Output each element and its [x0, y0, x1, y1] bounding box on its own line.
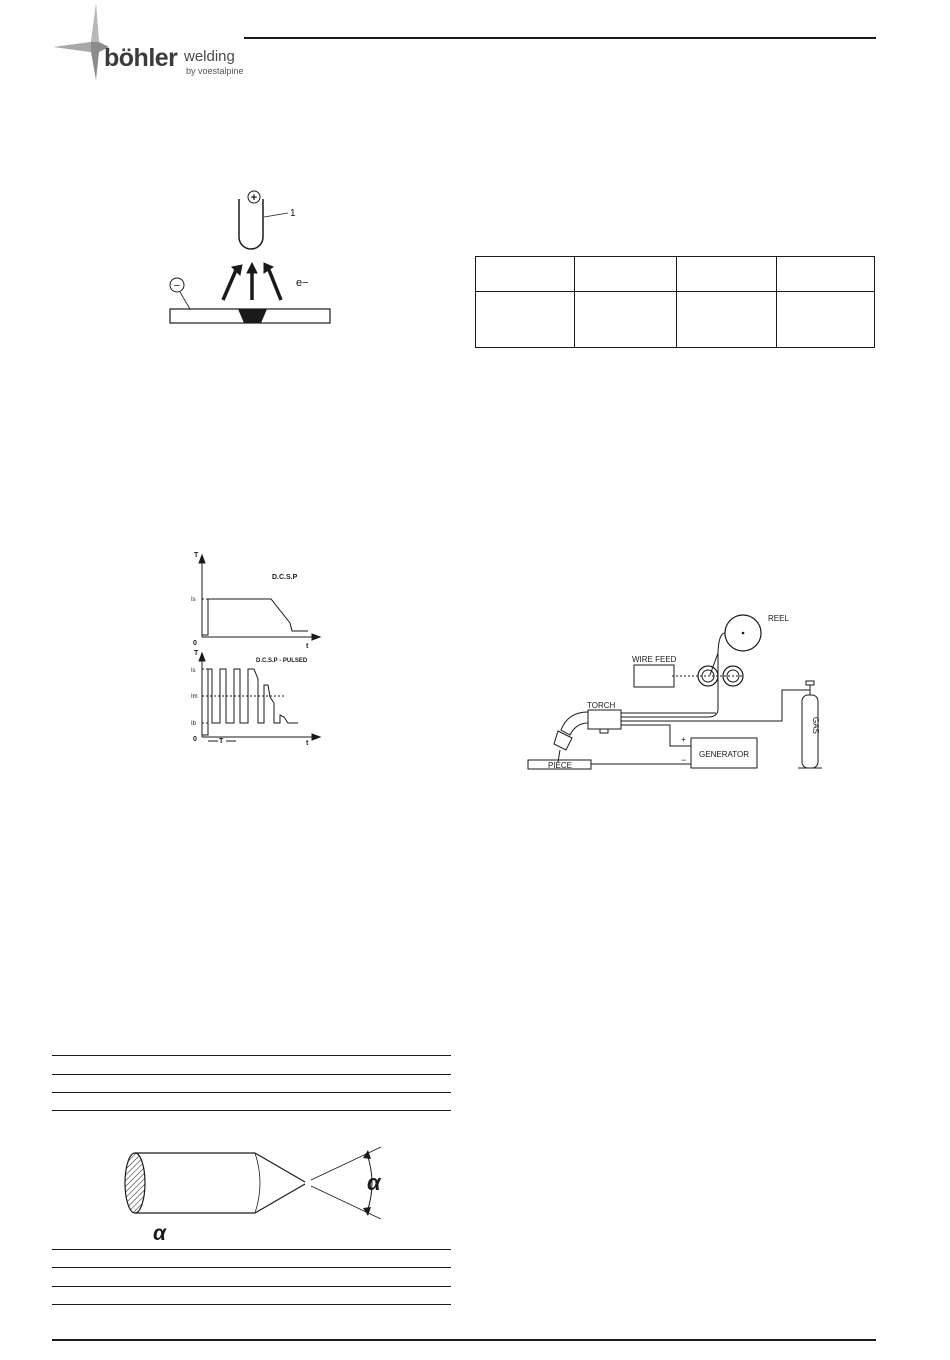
- logo-star-icon: [52, 2, 112, 82]
- table-rule: [52, 1092, 451, 1093]
- table-cell: [777, 257, 875, 292]
- plus-label: +: [681, 735, 686, 744]
- ib-label: Ib: [191, 721, 197, 727]
- table-rule: [52, 1286, 451, 1287]
- dcsp-pulsed-title: D.C.S.P - PULSED: [256, 658, 308, 664]
- electron-flow-arrows: [223, 263, 281, 300]
- polarity-figure: [160, 185, 340, 330]
- brand-welding: welding: [184, 48, 235, 65]
- im-label: Im: [191, 694, 198, 700]
- axis-x-bottom: t: [306, 740, 309, 747]
- table-cell: [476, 257, 575, 292]
- table-rule: [52, 1110, 451, 1111]
- dcsp-title: D.C.S.P: [272, 574, 298, 581]
- gas-label: GAS: [811, 717, 820, 734]
- header-rule: [244, 37, 876, 39]
- is-label-top: Is: [191, 597, 196, 603]
- electrode-end-face: [125, 1153, 145, 1213]
- angle-caption: α: [153, 1222, 167, 1245]
- table-rule: [52, 1074, 451, 1075]
- table-rule: [52, 1055, 451, 1056]
- reel-label: REEL: [768, 614, 789, 623]
- generator-label: GENERATOR: [699, 750, 749, 759]
- dcsp-graph: [199, 555, 320, 640]
- table-rule: [52, 1249, 451, 1250]
- origin-top: 0: [193, 640, 197, 647]
- torch-label: TORCH: [587, 701, 616, 710]
- torch-body: [588, 710, 621, 729]
- is-label-bottom: Is: [191, 668, 196, 674]
- dcsp-pulsed-graph: [199, 653, 320, 741]
- minus-sign: −: [173, 280, 181, 292]
- table-cell: [777, 292, 875, 348]
- welding-setup-figure: [520, 595, 830, 780]
- electrode-tip-figure: [115, 1140, 395, 1225]
- wire-feed-box: [634, 665, 674, 687]
- table-rule: [52, 1267, 451, 1268]
- table-cell: [677, 292, 777, 348]
- angle-alpha-symbol: α: [367, 1170, 381, 1195]
- origin-bottom: 0: [193, 736, 197, 743]
- period-label: T: [219, 738, 224, 745]
- electron-label: e−: [296, 277, 309, 289]
- header: [0, 0, 950, 90]
- plus-sign: +: [250, 192, 258, 204]
- table-row: [476, 292, 875, 348]
- parameter-table: [475, 256, 875, 348]
- piece-label: PIECE: [548, 761, 573, 770]
- minus-label: −: [681, 755, 687, 765]
- brand-tagline: by voestalpine: [186, 66, 244, 76]
- axis-y-bottom: T: [194, 650, 199, 657]
- wire-feed-label: WIRE FEED: [632, 655, 677, 664]
- brand-name: böhler: [104, 44, 178, 72]
- table-rule: [52, 1304, 451, 1305]
- table-cell: [575, 292, 677, 348]
- footer-rule: [52, 1339, 876, 1341]
- table-cell: [476, 292, 575, 348]
- electrode-shape: [239, 199, 263, 249]
- dcsp-current-figure: [188, 545, 328, 750]
- table-cell: [677, 257, 777, 292]
- electrode-callout: 1: [290, 208, 296, 219]
- table-row: [476, 257, 875, 292]
- table-cell: [575, 257, 677, 292]
- axis-x-top: t: [306, 643, 309, 650]
- axis-y-top: T: [194, 552, 199, 559]
